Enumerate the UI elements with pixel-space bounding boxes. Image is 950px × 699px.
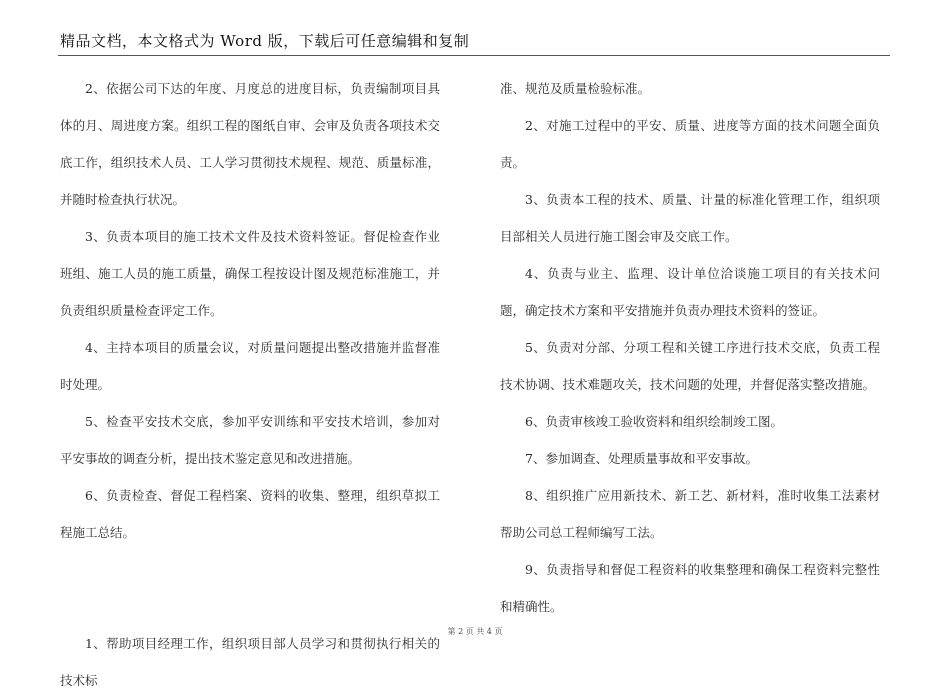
paragraph: 8、组织推广应用新技术、新工艺、新材料，准时收集工法素材帮助公司总工程师编写工法。 <box>500 488 880 540</box>
paragraph: 4、负责与业主、监理、设计单位洽谈施工项目的有关技术问题，确定技术方案和平安措施并负责办理技术资料的签证。 <box>500 266 880 318</box>
document-header: 精品文档，本文格式为 Word 版，下载后可任意编辑和复制 <box>60 32 470 50</box>
paragraph: 1、帮助项目经理工作，组织项目部人员学习和贯彻执行相关的技术标 <box>60 636 440 688</box>
paragraph: 6、负责检查、督促工程档案、资料的收集、整理，组织草拟工程施工总结。 <box>60 488 440 540</box>
paragraph-continuation: 准、规范及质量检验标准。 <box>500 81 651 96</box>
paragraph: 5、负责对分部、分项工程和关键工序进行技术交底，负责工程技术协调、技术难题攻关，技术问题的处理，并督促落实整改措施。 <box>500 340 880 392</box>
left-column <box>60 70 440 699</box>
paragraph: 2、依据公司下达的年度、月度总的进度目标，负责编制项目具体的月、周进度方案。组织工程的图纸自审、会审及负责各项技术交底工作，组织技术人员、工人学习贯彻技术规程、规范、质量标准，并随时检查执行状况。 <box>60 81 440 207</box>
paragraph: 7、参加调查、处理质量事故和平安事故。 <box>525 451 758 466</box>
page-number: 第 2 页 共 4 页 <box>447 627 503 636</box>
paragraph: 2、对施工过程中的平安、质量、进度等方面的技术问题全面负责。 <box>500 118 880 170</box>
paragraph: 5、检查平安技术交底，参加平安训练和平安技术培训，参加对平安事故的调查分析，提出技术鉴定意见和改进措施。 <box>60 414 440 466</box>
paragraph: 3、负责本项目的施工技术文件及技术资料签证。督促检查作业班组、施工人员的施工质量，确保工程按设计图及规范标准施工，并负责组织质量检查评定工作。 <box>60 229 440 318</box>
paragraph: 4、主持本项目的质量会议，对质量问题提出整改措施并监督准时处理。 <box>60 340 440 392</box>
paragraph: 6、负责审核竣工验收资料和组织绘制竣工图。 <box>525 414 783 429</box>
right-column <box>500 70 880 625</box>
header-divider <box>58 55 890 56</box>
paragraph: 9、负责指导和督促工程资料的收集整理和确保工程资料完整性和精确性。 <box>500 562 880 614</box>
paragraph: 3、负责本工程的技术、质量、计量的标准化管理工作，组织项目部相关人员进行施工图会审及交底工作。 <box>500 192 880 244</box>
